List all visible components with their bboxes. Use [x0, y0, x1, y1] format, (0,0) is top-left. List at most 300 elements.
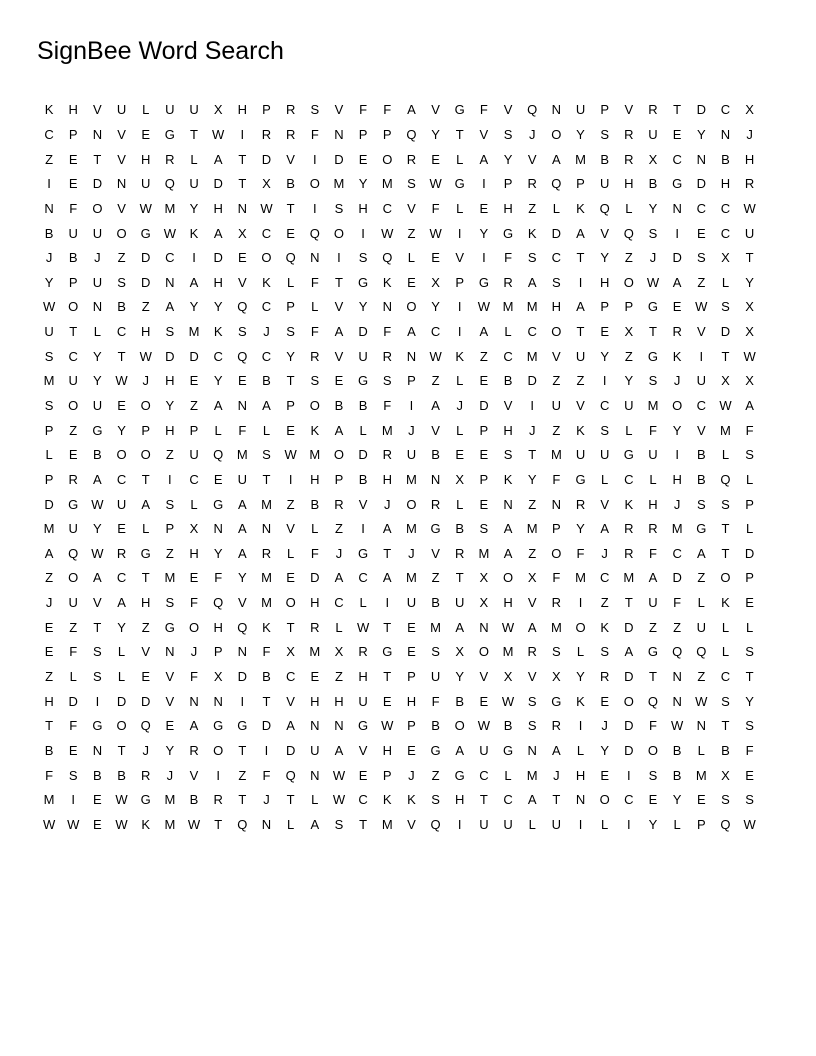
grid-letter: O — [68, 398, 79, 413]
grid-letter: U — [237, 471, 248, 487]
grid-letter: Y — [576, 521, 585, 537]
grid-letter: F — [479, 102, 488, 118]
grid-letter: R — [261, 545, 272, 561]
grid-letter: W — [163, 225, 176, 241]
grid-letter: A — [745, 398, 754, 413]
grid-letter: V — [503, 102, 513, 118]
grid-row — [37, 714, 786, 739]
grid-letter: M — [647, 398, 659, 413]
grid-letter: C — [358, 792, 368, 808]
grid-letter: M — [720, 422, 731, 438]
grid-letter: M — [430, 619, 441, 635]
grid-letter: F — [310, 274, 319, 290]
grid-letter: G — [140, 792, 151, 808]
grid-letter: H — [406, 693, 417, 709]
grid-letter: J — [335, 545, 343, 561]
grid-letter: E — [68, 447, 78, 463]
grid-letter: C — [672, 151, 682, 167]
grid-letter: C — [599, 398, 610, 413]
grid-letter: W — [719, 398, 732, 413]
grid-letter: Y — [358, 176, 368, 192]
grid-letter: M — [309, 644, 321, 660]
grid-letter: D — [696, 102, 706, 118]
grid-letter: V — [455, 250, 465, 266]
grid-letter: P — [189, 422, 199, 438]
grid-letter: G — [672, 176, 683, 192]
grid-letter: O — [551, 545, 562, 561]
grid-letter: N — [310, 718, 320, 734]
grid-letter: N — [165, 644, 175, 660]
grid-letter: I — [602, 373, 607, 389]
grid-letter: E — [479, 496, 489, 512]
grid-letter: S — [600, 422, 609, 438]
grid-letter: Y — [527, 471, 537, 487]
grid-letter: W — [743, 816, 756, 832]
grid-letter: W — [91, 496, 104, 512]
grid-letter: T — [745, 669, 754, 685]
grid-letter: C — [213, 348, 223, 364]
grid-letter: E — [358, 767, 368, 783]
grid-letter: M — [623, 570, 635, 586]
grid-letter: I — [192, 250, 196, 266]
grid-letter: K — [382, 792, 392, 808]
grid-letter: V — [407, 200, 416, 216]
grid-letter: L — [649, 471, 657, 487]
grid-row — [37, 813, 786, 838]
grid-letter: J — [408, 422, 415, 438]
grid-letter: L — [721, 644, 730, 660]
grid-letter: U — [44, 324, 54, 340]
grid-letter: V — [576, 398, 585, 413]
grid-letter: R — [406, 151, 417, 167]
grid-letter: C — [624, 792, 634, 808]
grid-letter: E — [237, 373, 247, 389]
grid-letter: O — [406, 496, 417, 512]
grid-letter: L — [117, 669, 126, 685]
grid-letter: B — [68, 250, 78, 266]
grid-letter: G — [430, 742, 441, 758]
grid-letter: N — [237, 200, 248, 216]
grid-letter: Z — [334, 669, 343, 685]
grid-letter: O — [502, 570, 514, 586]
grid-letter: V — [431, 102, 440, 118]
grid-letter: S — [93, 669, 102, 685]
grid-letter: N — [261, 816, 272, 832]
grid-letter: J — [94, 250, 101, 266]
grid-letter: M — [406, 521, 417, 537]
grid-letter: U — [430, 669, 441, 685]
grid-letter: Y — [189, 200, 199, 216]
grid-letter: O — [116, 225, 127, 241]
grid-letter: Q — [68, 545, 79, 561]
grid-letter: J — [601, 718, 608, 734]
grid-letter: P — [745, 570, 754, 586]
grid-letter: S — [527, 718, 537, 734]
grid-row — [37, 640, 786, 665]
grid-letter: D — [68, 693, 78, 709]
grid-letter: L — [697, 742, 705, 758]
grid-row — [37, 246, 786, 271]
grid-letter: F — [552, 570, 561, 586]
grid-letter: R — [285, 102, 296, 118]
grid-letter: Z — [45, 570, 54, 586]
grid-letter: F — [69, 644, 78, 660]
grid-letter: L — [142, 102, 150, 118]
grid-letter: A — [237, 521, 247, 537]
grid-letter: E — [745, 595, 754, 611]
grid-letter: N — [213, 521, 223, 537]
grid-letter: I — [337, 250, 341, 266]
grid-letter: G — [647, 299, 659, 315]
grid-letter: S — [286, 324, 295, 340]
grid-letter: Y — [165, 398, 175, 413]
grid-row — [37, 172, 786, 197]
grid-letter: B — [672, 742, 682, 758]
grid-letter: S — [503, 447, 513, 463]
grid-letter: H — [358, 200, 368, 216]
grid-letter: E — [455, 447, 465, 463]
grid-letter: Q — [237, 299, 248, 315]
grid-letter: F — [310, 126, 319, 142]
grid-letter: A — [117, 595, 126, 611]
grid-letter: D — [696, 176, 706, 192]
grid-letter: W — [381, 225, 394, 241]
grid-letter: L — [190, 151, 198, 167]
grid-letter: L — [721, 274, 730, 290]
grid-letter: D — [624, 718, 634, 734]
grid-letter: X — [648, 151, 658, 167]
grid-letter: G — [647, 644, 659, 660]
grid-letter: U — [551, 398, 562, 413]
grid-letter: Z — [141, 619, 150, 635]
grid-letter: E — [479, 373, 489, 389]
grid-letter: P — [479, 422, 489, 438]
grid-letter: O — [599, 792, 610, 808]
grid-letter: W — [429, 225, 442, 241]
grid-letter: E — [68, 742, 78, 758]
grid-letter: I — [457, 299, 462, 315]
grid-letter: C — [189, 471, 199, 487]
grid-letter: U — [575, 348, 586, 364]
grid-letter: Q — [551, 176, 562, 192]
grid-letter: S — [93, 644, 102, 660]
grid-letter: K — [672, 348, 682, 364]
grid-letter: L — [745, 619, 754, 635]
grid-letter: P — [479, 471, 489, 487]
grid-letter: L — [745, 471, 754, 487]
grid-letter: N — [44, 200, 54, 216]
grid-letter: N — [237, 644, 248, 660]
grid-letter: F — [262, 644, 271, 660]
grid-letter: Q — [237, 619, 248, 635]
grid-letter: A — [334, 742, 344, 758]
grid-letter: W — [91, 545, 104, 561]
grid-letter: S — [310, 373, 320, 389]
grid-letter: V — [141, 644, 151, 660]
grid-letter: P — [696, 816, 706, 832]
grid-letter: S — [358, 250, 368, 266]
grid-letter: R — [382, 447, 392, 463]
grid-letter: U — [575, 447, 586, 463]
grid-letter: K — [455, 348, 465, 364]
grid-letter: J — [408, 545, 415, 561]
grid-letter: G — [551, 693, 562, 709]
grid-letter: V — [358, 742, 368, 758]
grid-letter: L — [721, 619, 730, 635]
grid-letter: E — [237, 250, 247, 266]
grid-letter: N — [430, 471, 441, 487]
grid-letter: A — [624, 644, 634, 660]
grid-letter: Z — [697, 274, 706, 290]
grid-letter: R — [116, 545, 127, 561]
grid-letter: L — [576, 742, 585, 758]
grid-letter: S — [44, 348, 54, 364]
grid-letter: H — [455, 792, 465, 808]
grid-letter: Z — [624, 250, 633, 266]
grid-letter: V — [237, 595, 247, 611]
grid-letter: G — [478, 274, 489, 290]
grid-letter: O — [672, 398, 683, 413]
grid-letter: X — [213, 102, 223, 118]
grid-letter: W — [115, 792, 128, 808]
grid-letter: J — [166, 767, 174, 783]
grid-letter: P — [165, 521, 175, 537]
grid-letter: B — [44, 225, 54, 241]
grid-letter: Q — [382, 250, 393, 266]
grid-letter: N — [213, 693, 223, 709]
grid-letter: E — [141, 669, 151, 685]
grid-letter: O — [720, 570, 731, 586]
grid-letter: S — [68, 767, 78, 783]
grid-letter: A — [600, 521, 609, 537]
grid-letter: C — [672, 545, 682, 561]
grid-letter: A — [213, 151, 223, 167]
grid-letter: U — [696, 373, 706, 389]
grid-letter: Z — [576, 373, 585, 389]
grid-letter: L — [407, 250, 416, 266]
grid-letter: Z — [407, 225, 416, 241]
grid-letter: B — [44, 742, 54, 758]
grid-letter: C — [44, 126, 54, 142]
grid-letter: P — [407, 669, 416, 685]
grid-letter: E — [93, 816, 102, 832]
grid-letter: F — [673, 595, 682, 611]
grid-letter: G — [92, 422, 103, 438]
grid-letter: Z — [479, 348, 488, 364]
grid-letter: G — [237, 718, 248, 734]
grid-letter: T — [190, 126, 198, 142]
grid-letter: E — [407, 742, 416, 758]
grid-letter: I — [578, 595, 583, 611]
grid-letter: G — [502, 742, 514, 758]
grid-letter: G — [382, 644, 393, 660]
grid-letter: V — [165, 669, 175, 685]
grid-letter: F — [69, 200, 78, 216]
grid-letter: I — [627, 767, 631, 783]
grid-letter: H — [648, 496, 658, 512]
grid-letter: D — [189, 348, 199, 364]
grid-row — [37, 394, 786, 419]
grid-letter: U — [68, 373, 78, 389]
grid-letter: A — [93, 471, 102, 487]
grid-letter: V — [358, 496, 368, 512]
grid-letter: A — [576, 299, 585, 315]
grid-letter: L — [359, 422, 367, 438]
grid-letter: A — [455, 619, 465, 635]
grid-letter: A — [334, 570, 344, 586]
grid-letter: K — [527, 225, 537, 241]
grid-letter: H — [141, 324, 151, 340]
grid-letter: F — [262, 767, 271, 783]
grid-row — [37, 566, 786, 591]
grid-letter: G — [358, 373, 369, 389]
grid-letter: Y — [600, 742, 609, 758]
grid-letter: J — [263, 792, 270, 808]
grid-letter: T — [286, 373, 295, 389]
grid-letter: P — [576, 176, 585, 192]
grid-letter: A — [237, 545, 247, 561]
grid-letter: U — [648, 595, 658, 611]
grid-letter: Z — [528, 545, 537, 561]
grid-letter: P — [382, 767, 392, 783]
grid-letter: A — [672, 274, 682, 290]
grid-letter: T — [576, 250, 585, 266]
grid-letter: R — [261, 126, 272, 142]
grid-letter: S — [503, 126, 513, 142]
grid-letter: L — [504, 324, 512, 340]
grid-letter: O — [116, 718, 127, 734]
grid-letter: E — [696, 792, 706, 808]
grid-letter: S — [407, 176, 416, 192]
grid-letter: O — [333, 225, 345, 241]
grid-letter: J — [190, 644, 198, 660]
grid-letter: E — [286, 225, 295, 241]
grid-letter: I — [578, 274, 583, 290]
grid-letter: R — [310, 619, 320, 635]
grid-letter: H — [189, 545, 199, 561]
grid-letter: J — [456, 398, 463, 413]
grid-letter: D — [744, 545, 755, 561]
grid-letter: N — [720, 126, 731, 142]
grid-letter: Y — [479, 225, 489, 241]
grid-letter: P — [455, 274, 465, 290]
grid-letter: E — [407, 644, 416, 660]
grid-letter: Q — [309, 225, 320, 241]
grid-letter: P — [503, 176, 513, 192]
grid-letter: L — [69, 669, 77, 685]
grid-letter: I — [168, 471, 172, 487]
grid-letter: T — [286, 619, 295, 635]
grid-letter: T — [141, 471, 150, 487]
grid-letter: E — [68, 176, 78, 192]
grid-letter: T — [359, 816, 368, 832]
grid-letter: A — [382, 570, 392, 586]
grid-letter: F — [383, 324, 392, 340]
grid-letter: Q — [237, 816, 248, 832]
grid-letter: S — [745, 644, 754, 660]
grid-letter: M — [406, 570, 417, 586]
grid-letter: M — [478, 545, 490, 561]
grid-letter: F — [69, 718, 78, 734]
grid-letter: L — [456, 200, 464, 216]
grid-letter: M — [526, 521, 538, 537]
grid-letter: W — [260, 200, 273, 216]
grid-letter: Z — [165, 545, 174, 561]
grid-letter: D — [358, 324, 368, 340]
grid-letter: L — [93, 324, 101, 340]
grid-letter: I — [216, 767, 220, 783]
grid-letter: N — [92, 742, 103, 758]
grid-letter: T — [624, 595, 633, 611]
grid-letter: C — [720, 200, 731, 216]
grid-letter: Y — [576, 126, 585, 142]
grid-letter: W — [332, 767, 346, 783]
grid-letter: F — [190, 595, 198, 611]
grid-letter: W — [212, 126, 225, 142]
grid-letter: I — [578, 718, 583, 734]
grid-letter: L — [142, 521, 150, 537]
grid-letter: V — [334, 348, 344, 364]
grid-letter: F — [745, 742, 754, 758]
grid-letter: Q — [720, 471, 731, 487]
grid-letter: D — [358, 447, 368, 463]
grid-letter: B — [503, 373, 513, 389]
grid-letter: W — [646, 274, 660, 290]
grid-row — [37, 221, 786, 246]
grid-letter: N — [551, 496, 562, 512]
grid-letter: U — [189, 176, 199, 192]
grid-letter: F — [552, 471, 561, 487]
grid-letter: D — [44, 496, 54, 512]
grid-letter: H — [334, 693, 344, 709]
grid-letter: C — [68, 348, 78, 364]
grid-letter: Z — [117, 250, 126, 266]
grid-row — [37, 344, 786, 369]
grid-row — [37, 542, 786, 567]
grid-letter: F — [238, 422, 247, 438]
grid-letter: V — [189, 767, 199, 783]
grid-letter: V — [237, 274, 247, 290]
grid-letter: T — [528, 447, 537, 463]
grid-letter: U — [92, 225, 103, 241]
grid-row — [37, 615, 786, 640]
grid-letter: D — [334, 151, 344, 167]
grid-row — [37, 270, 786, 295]
grid-letter: M — [526, 348, 538, 364]
grid-letter: C — [551, 250, 562, 266]
grid-letter: S — [721, 693, 730, 709]
grid-letter: R — [285, 126, 296, 142]
grid-letter: P — [286, 398, 295, 413]
grid-letter: W — [501, 693, 515, 709]
grid-letter: O — [382, 151, 393, 167]
grid-letter: I — [578, 816, 583, 832]
grid-letter: N — [479, 619, 489, 635]
grid-letter: C — [261, 225, 272, 241]
grid-letter: V — [93, 595, 102, 611]
grid-letter: I — [675, 447, 679, 463]
grid-letter: S — [745, 447, 754, 463]
grid-letter: N — [334, 718, 344, 734]
grid-letter: P — [407, 718, 416, 734]
grid-letter: Y — [672, 792, 682, 808]
grid-letter: M — [43, 521, 55, 537]
grid-letter: V — [334, 102, 344, 118]
grid-letter: S — [479, 521, 489, 537]
grid-letter: W — [429, 348, 442, 364]
grid-letter: Z — [697, 570, 706, 586]
grid-letter: O — [647, 742, 659, 758]
